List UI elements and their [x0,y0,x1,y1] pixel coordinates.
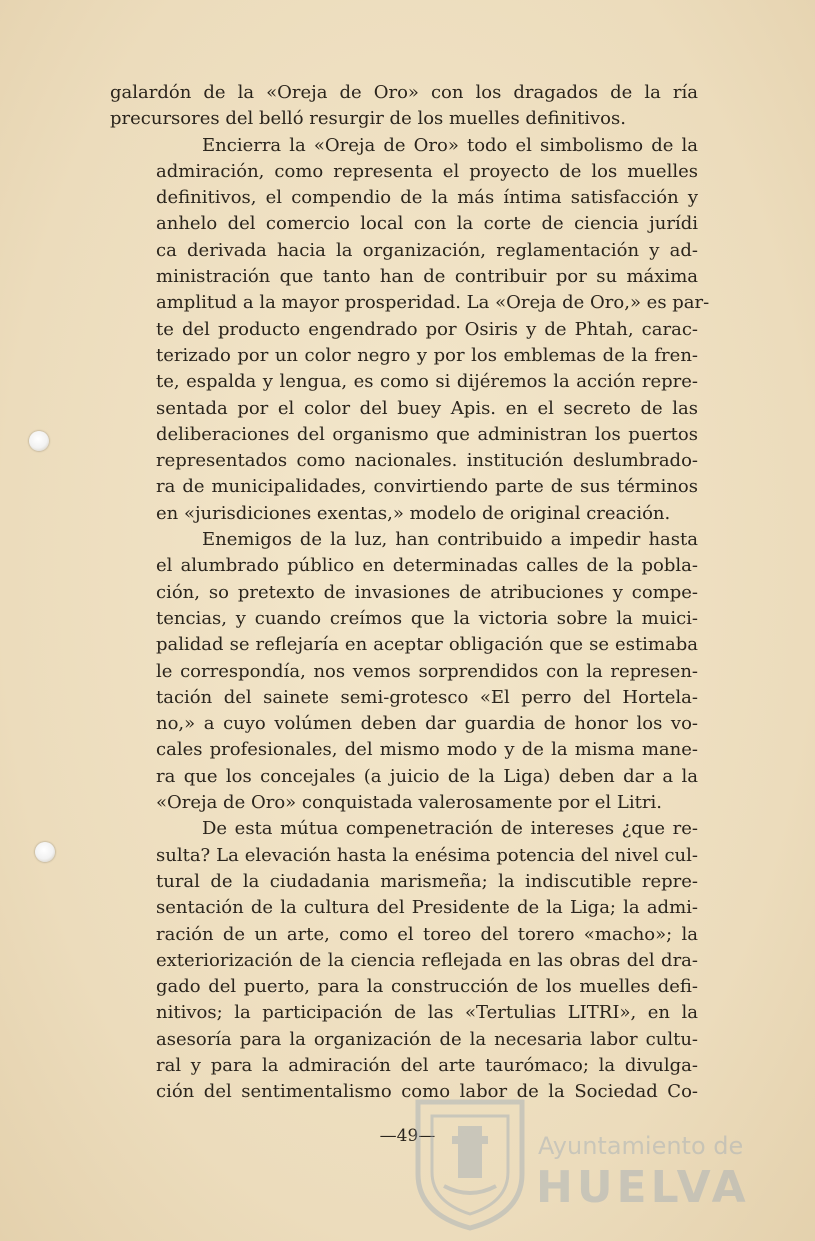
watermark-line1: Ayuntamiento de [538,1132,744,1160]
text-line: tural de la ciudadania marismeña; la indiscutible repre- [156,870,698,892]
watermark [410,1096,750,1236]
text-line: amplitud a la mayor prosperidad. La «Oreja de Oro,» es par- [156,292,710,314]
city-seal-icon [410,1096,530,1231]
text-line: nitivos; la participación de las «Tertulias LITRI», en la [156,1002,698,1024]
text-line: sulta? La elevación hasta la enésima potencia del nivel cul- [156,844,698,866]
text-line: ración de un arte, como el toreo del torero «macho»; la [156,923,698,945]
binding-hole-lower [35,842,55,862]
text-line: definitivos, el compendio de la más íntima satisfacción y [156,187,698,209]
text-line: tación del sainete semi-grotesco «El perro del Hortela- [156,686,698,708]
text-line: exteriorización de la ciencia reflejada en las obras del dra- [156,949,698,971]
text-line: te del producto engendrado por Osiris y de Phtah, carac- [156,318,698,340]
text-line: te, espalda y lengua, es como si dijéremos la acción repre- [156,371,698,393]
page-number: —49— [379,1126,436,1146]
text-line: gado del puerto, para la construcción de los muelles defi- [156,976,698,998]
body-text [110,80,710,1106]
text-line: tencias, y cuando creímos que la victoria sobre la muici- [156,607,698,629]
paragraph [110,133,710,527]
text-line: Encierra la «Oreja de Oro» todo el simbolismo de la [202,134,698,156]
paragraph [110,80,698,133]
text-line: terizado por un color negro y por los emblemas de la fren- [156,344,698,366]
text-line: ca derivada hacia la organización, reglamentación y ad- [156,239,698,261]
binding-hole-upper [29,431,49,451]
text-line: le correspondía, nos vemos sorprendidos con la represen- [156,660,698,682]
text-line: representados como nacionales. institución deslumbrado- [156,450,698,472]
text-line: «Oreja de Oro» conquistada valerosamente por el Litri. [156,792,662,814]
text-line: en «jurisdiciones exentas,» modelo de original creación. [156,502,671,524]
text-line: ra que los concejales (a juicio de la Liga) deben dar a la [156,765,698,787]
text-line: sentación de la cultura del Presidente de la Liga; la admi- [156,897,698,919]
text-line: ción del sentimentalismo como labor de la Sociedad Co- [156,1081,698,1103]
text-line: precursores del belló resurgir de los muelles definitivos. [110,108,626,130]
text-line: Enemigos de la luz, han contribuido a impedir hasta [202,529,698,551]
text-line: asesoría para la organización de la necesaria labor cultu- [156,1028,698,1050]
text-line: ción, so pretexto de invasiones de atribuciones y compe- [156,581,698,603]
text-line: anhelo del comercio local con la corte de ciencia jurídi [156,213,698,235]
text-line: De esta mútua compenetración de intereses ¿que re- [202,818,698,840]
text-line: palidad se reflejaría en aceptar obligación que se estimaba [156,634,698,656]
watermark-line2: HUELVA [536,1162,750,1213]
text-line: ra de municipalidades, convirtiendo parte de sus términos [156,476,698,498]
paragraph [110,816,698,1105]
text-line: el alumbrado público en determinadas calles de la pobla- [156,555,698,577]
text-line: cales profesionales, del mismo modo y de la misma mane- [156,739,698,761]
text-line: galardón de la «Oreja de Oro» con los dragados de la ría [110,82,698,103]
text-line: ral y para la admiración del arte taurómaco; la divulga- [156,1054,698,1076]
text-line: no,» a cuyo volúmen deben dar guardia de honor los vo- [156,713,698,735]
text-line: admiración, como representa el proyecto de los muelles [156,160,698,182]
text-line: ministración que tanto han de contribuir por su máxima [156,266,698,288]
text-line: sentada por el color del buey Apis. en el secreto de las [156,397,698,419]
text-line: deliberaciones del organismo que administran los puertos [156,423,698,445]
paragraph [110,527,698,816]
